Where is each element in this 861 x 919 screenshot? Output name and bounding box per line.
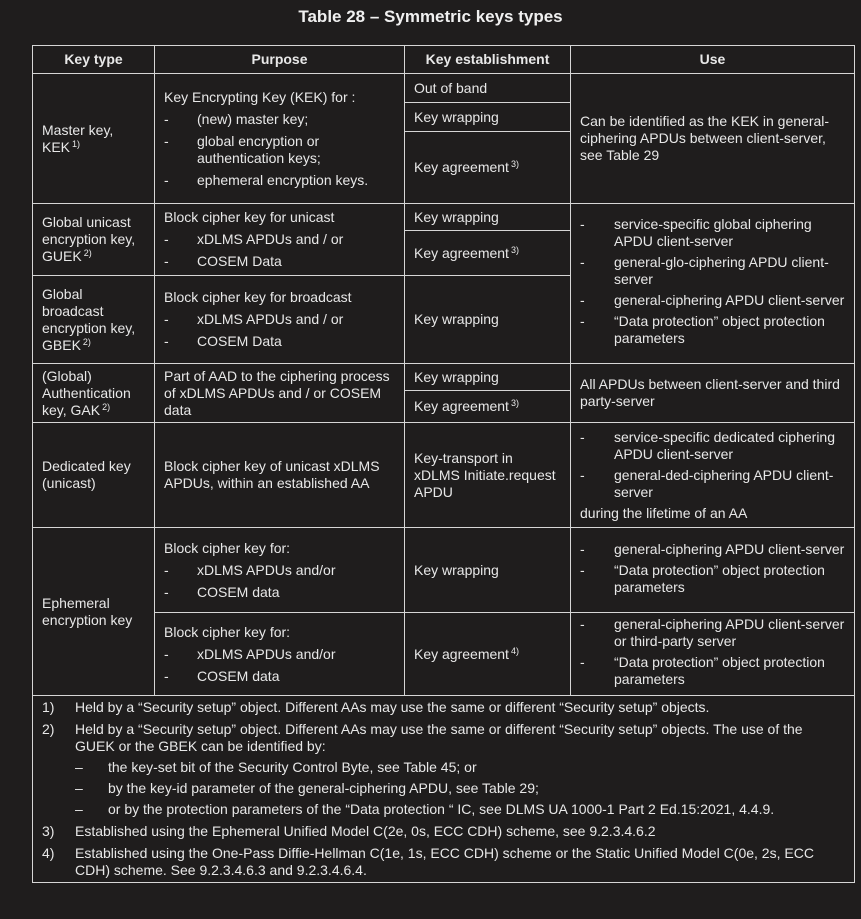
header-key-type: Key type	[33, 46, 155, 74]
key-type-cell: Global unicast encryption key, GUEK $^{2)}$	[33, 204, 155, 276]
key-type-cell: Dedicated key (unicast)	[33, 423, 155, 528]
footnote-item: – by the key-id parameter of the general-ciphering APDU, see Table 29;	[75, 780, 539, 796]
use-cell: - service-specific dedicated ciphering APDU client-server - general-ded-ciphering APDU client-server during the lifetime of an AA	[571, 423, 855, 528]
key-type-cell: (Global) Authentication key, GAK $^{2)}$	[33, 364, 155, 423]
table-title: Table 28 – Symmetric keys types	[298, 7, 563, 26]
use-cell: - general-ciphering APDU client-server - “Data protection” object protection parameters	[571, 528, 855, 613]
establishment-cell: Key agreement $^{3)}$	[405, 132, 571, 204]
establishment-cell: Key agreement $^{4)}$	[405, 613, 571, 696]
footnote: 1) Held by a “Security setup” object. Different AAs may use the same or different “Security setup” objects.	[42, 699, 710, 715]
table-row	[33, 364, 855, 391]
purpose-cell: Part of AAD to the ciphering process of xDLMS APDUs and / or COSEM data	[155, 364, 405, 423]
establishment-cell: Key agreement $^{3)}$	[405, 391, 571, 423]
header-row	[33, 46, 855, 74]
table-row	[33, 613, 855, 696]
table-row	[33, 74, 855, 103]
purpose-cell: Block cipher key of unicast xDLMS APDUs, within an established AA	[155, 423, 405, 528]
use-cell: - service-specific global ciphering APDU client-server - general-glo-ciphering APDU client-server - general-ciphering APDU client-server - “Data protection” object protection parameters	[571, 204, 855, 364]
use-cell: All APDUs between client-server and third party-server	[571, 364, 855, 423]
footnote: 2) Held by a “Security setup” object. Different AAs may use the same or different “Security setup” objects. The use of the GUEK or the GBEK can be identified by:	[42, 721, 803, 754]
symmetric-keys-table	[32, 45, 855, 883]
footnotes-cell	[33, 696, 855, 883]
purpose-cell: Block cipher key for broadcast - xDLMS APDUs and / or - COSEM Data	[155, 276, 405, 364]
establishment-cell: Out of band	[405, 74, 571, 103]
table-row	[33, 528, 855, 613]
footnote-item: – or by the protection parameters of the “Data protection “ IC, see DLMS UA 1000-1 Part 2 Ed.15:2021, 4.4.9.	[75, 801, 775, 817]
key-type-cell: Master key, KEK $^{1)}$	[33, 74, 155, 204]
footnote-item: – the key-set bit of the Security Control Byte, see Table 45; or	[75, 759, 477, 775]
establishment-cell: Key wrapping	[405, 103, 571, 132]
header-key-establishment: Key establishment	[405, 46, 571, 74]
purpose-cell: Block cipher key for unicast - xDLMS APDUs and / or - COSEM Data	[155, 204, 405, 276]
footnote: 3) Established using the Ephemeral Unified Model C(2e, 0s, ECC CDH) scheme, see 9.2.3.4.6.2	[42, 823, 656, 839]
key-type-cell: Ephemeral encryption key	[33, 528, 155, 696]
establishment-cell: Key-transport in xDLMS Initiate.request APDU	[405, 423, 571, 528]
purpose-cell: Block cipher key for: - xDLMS APDUs and/or - COSEM data	[155, 613, 405, 696]
table-row	[33, 423, 855, 528]
establishment-cell: Key wrapping	[405, 204, 571, 231]
purpose-cell: Block cipher key for: - xDLMS APDUs and/or - COSEM data	[155, 528, 405, 613]
key-type-cell: Global broadcast encryption key, GBEK $^{2)}$	[33, 276, 155, 364]
establishment-cell: Key agreement $^{3)}$	[405, 231, 571, 276]
header-purpose: Purpose	[155, 46, 405, 74]
establishment-cell: Key wrapping	[405, 528, 571, 613]
use-cell: - general-ciphering APDU client-server or third-party server - “Data protection” object protection parameters	[571, 613, 855, 696]
table-row	[33, 204, 855, 231]
footnotes-row	[33, 696, 855, 883]
establishment-cell: Key wrapping	[405, 364, 571, 391]
purpose-cell: Key Encrypting Key (KEK) for : - (new) master key; - global encryption or authentication keys; - ephemeral encryption keys.	[155, 74, 405, 204]
establishment-cell: Key wrapping	[405, 276, 571, 364]
use-cell: Can be identified as the KEK in general-ciphering APDUs between client-server, see Table 29	[571, 74, 855, 204]
footnote: 4) Established using the One-Pass Diffie-Hellman C(1e, 1s, ECC CDH) scheme or the Static Unified Model C(0e, 2s, ECC CDH) scheme. See 9.2.3.4.6.3 and 9.2.3.4.6.4.	[42, 845, 814, 878]
header-use: Use	[571, 46, 855, 74]
